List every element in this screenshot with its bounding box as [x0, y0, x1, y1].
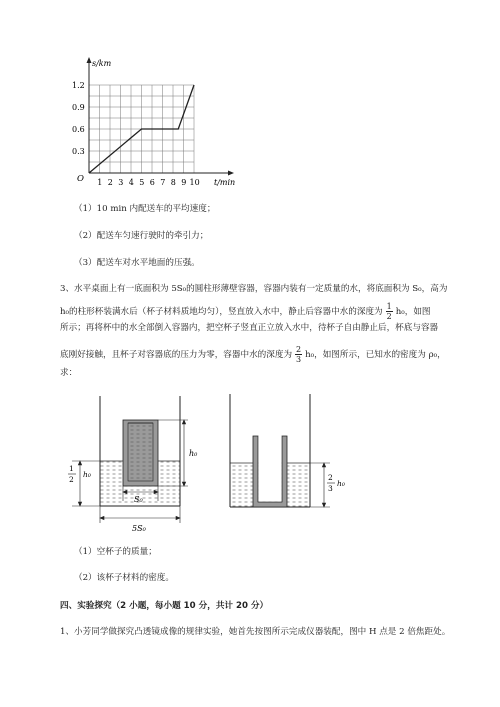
- svg-text:h₀: h₀: [337, 479, 345, 488]
- q3-line-1: 3、水平桌面上有一底面积为 5S₀的圆柱形薄壁容器，容器内装有一定质量的水，将底面积为 S₀，高为: [60, 284, 448, 294]
- cup-container-figure: [70, 388, 370, 538]
- q3-item-1: （1）空杯子的质量；: [74, 547, 157, 557]
- q3-fraction-two-thirds: $\frac{2}{3}$: [296, 345, 302, 364]
- left-cup-full: [123, 420, 158, 486]
- x-tick-label: 10: [189, 178, 200, 187]
- x-tick-label: 8: [170, 178, 176, 187]
- q3-line-4: 底刚好接触，且杯子对容器底的压力为零，容器中水的深度为 $\frac{2}{3}$ h₀，如图所示，已知水的密度为 ρ₀，: [60, 345, 446, 364]
- section-4-q1-line-1: 1、小芳同学做探究凸透镜成像的规律实验，她首先按图所示完成仪器装配，图中 H 点是 2 倍焦距处。: [60, 627, 451, 637]
- right-cup-empty: [253, 436, 287, 507]
- five-s0-label: 5S₀: [132, 524, 146, 533]
- x-tick-label: 5: [139, 178, 145, 187]
- q2-item-1: （1）10 min 内配送车的平均速度；: [74, 204, 216, 214]
- x-axis-label: t/min: [214, 178, 236, 187]
- two-thirds-h0-label: [327, 473, 345, 493]
- q3-item-2: （2）该杯子材料的密度。: [74, 573, 174, 583]
- svg-text:3: 3: [328, 484, 333, 493]
- x-tick-label: 2: [107, 178, 113, 187]
- y-tick-label: 0.9: [72, 103, 85, 112]
- q2-item-3: （3）配送车对水平地面的压强。: [74, 258, 200, 268]
- svg-text:1: 1: [69, 464, 74, 473]
- y-tick-label: 0.3: [72, 147, 85, 156]
- x-tick-label: 1: [97, 178, 103, 187]
- right-dimensions: [310, 463, 330, 507]
- x-tick-label: 9: [181, 178, 187, 187]
- section-4-title: 四、实验探究（2 小题，每小题 10 分，共计 20 分）: [60, 601, 269, 611]
- y-tick-labels: [72, 81, 85, 156]
- svg-text:2: 2: [328, 473, 333, 482]
- distance-time-graph: [70, 55, 240, 190]
- svg-text:2: 2: [69, 475, 74, 484]
- y-tick-label: 0.6: [72, 125, 85, 134]
- svg-text:h₀: h₀: [83, 470, 91, 479]
- x-tick-label: 7: [160, 178, 166, 187]
- s0-label: S₀: [134, 495, 143, 504]
- graph-axes: [87, 57, 235, 176]
- q3-line-2: h₀的柱形杯装满水后（杯子材料质地均匀），竖直放入水中，静止后容器中水的深度为 $\frac{1}{2}$ h₀，如图: [60, 302, 431, 321]
- x-tick-label: 3: [118, 178, 124, 187]
- q3-line-3: 所示；再将杯中的水全部倒入容器内，把空杯子竖直正立放入水中，待杯子自由静止后，杯底与容器: [60, 323, 439, 333]
- x-tick-label: 4: [128, 178, 134, 187]
- origin-label: O: [77, 174, 84, 184]
- q3-line-5: 求：: [60, 368, 78, 378]
- x-tick-labels: [97, 178, 199, 187]
- y-tick-label: 1.2: [72, 81, 85, 90]
- y-axis-label: s/km: [92, 59, 112, 68]
- x-tick-label: 6: [149, 178, 155, 187]
- q3-fraction-half: $\frac{1}{2}$: [386, 302, 392, 321]
- q2-item-2: （2）配送车匀速行驶时的牵引力；: [74, 231, 209, 241]
- half-h0-label: [68, 464, 91, 484]
- h0-label: h₀: [189, 449, 198, 458]
